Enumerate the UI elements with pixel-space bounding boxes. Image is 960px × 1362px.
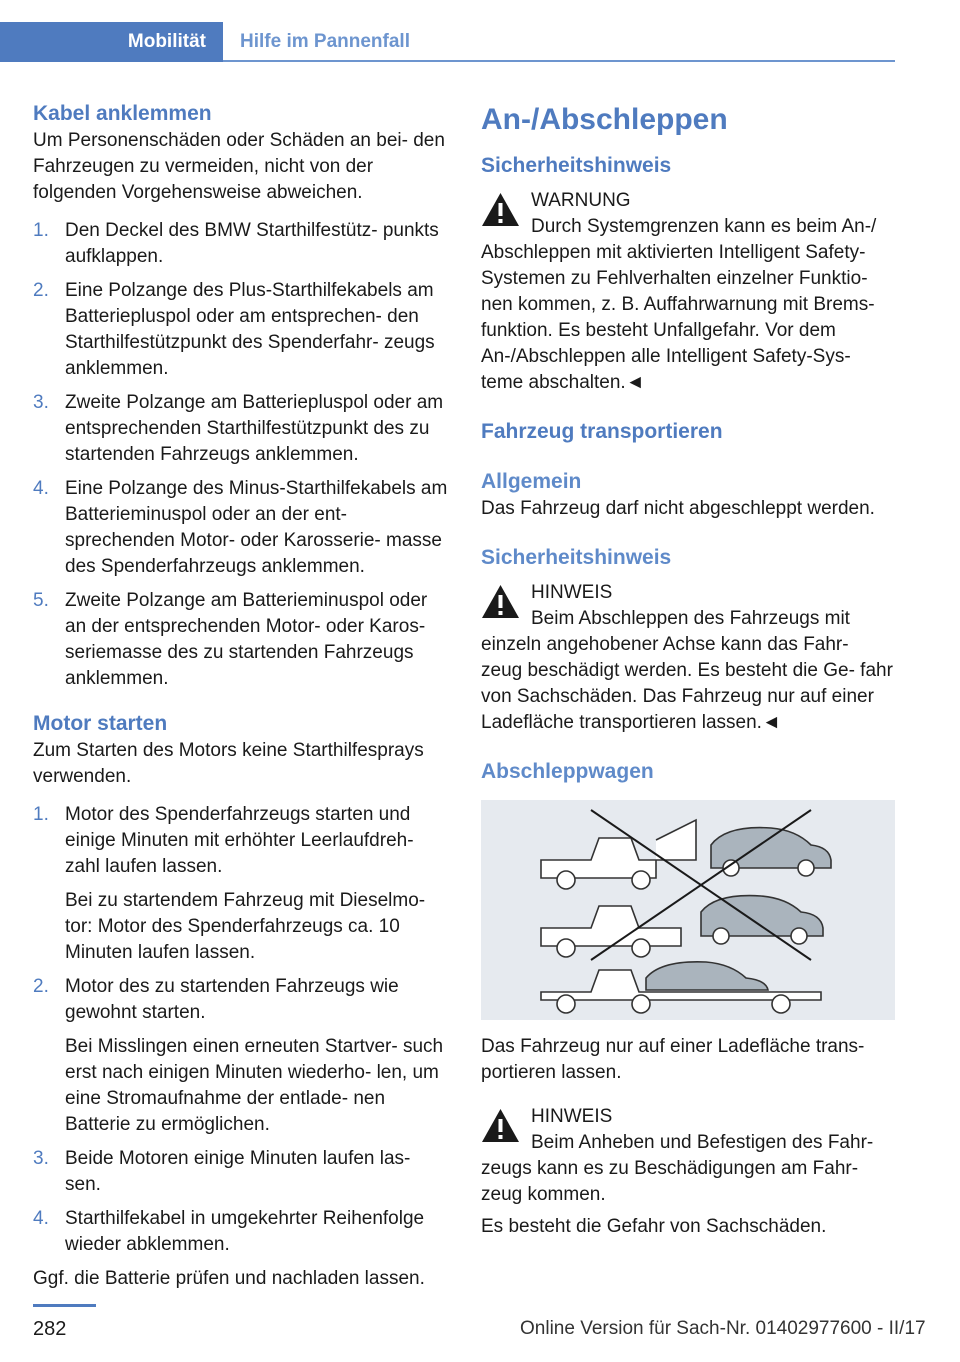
paragraph-final: Ggf. die Batterie prüfen und nachladen lassen. xyxy=(33,1268,425,1289)
towing-illustration xyxy=(481,800,895,1020)
list-item xyxy=(33,1146,448,1198)
steps-kabel xyxy=(33,218,448,692)
step-subtext: Bei Misslingen einen erneuten Startver- such erst nach einigen Minuten wiederho- len, um eine Stromaufnahme der entlade- nen Batterie zu ermöglichen. xyxy=(65,1036,444,1135)
left-column xyxy=(33,100,448,1292)
step-number: 2. xyxy=(33,280,49,301)
notice-label: HINWEIS xyxy=(531,1106,613,1127)
online-version-note: Online Version für Sach-Nr. 01402977600 - II/17 xyxy=(520,1318,926,1339)
step-text: Eine Polzange des Minus-Starthilfekabels am Batterieminuspol oder an der ent- sprechenden Motor- oder Karosserie- masse des Spenderfahrzeugs anklemmen. xyxy=(65,478,448,577)
step-number: 1. xyxy=(33,220,49,241)
heading-fahrzeug-transportieren: Fahrzeug transportieren xyxy=(481,420,723,443)
heading-sicherheitshinweis: Sicherheitshinweis xyxy=(481,154,672,177)
heading-sicherheitshinweis-2: Sicherheitshinweis xyxy=(481,546,672,569)
step-number: 2. xyxy=(33,976,49,997)
step-text: Den Deckel des BMW Starthilfestütz- punkts aufklappen. xyxy=(65,220,439,267)
right-column xyxy=(481,100,895,1240)
notice-block-2 xyxy=(481,1104,895,1208)
notice-text: Beim Anheben und Befestigen des Fahr- zeugs kann es zu Beschädigungen am Fahr- zeug kommen. xyxy=(481,1132,874,1205)
list-item xyxy=(33,390,448,468)
warning-text: Durch Systemgrenzen kann es beim An-/ Abschleppen mit aktivierten Intelligent Safety- Systemen zu Fehlverhalten einzelner Funktio- nen kommen, z. B. Auffahrwarnung mit Brems- funktion. Es besteht Unfallgefahr. Vor dem An-/Abschleppen alle Intelligent Safety-Sys- teme abschalten.◄ xyxy=(481,216,877,393)
paragraph-kabel: Um Personenschäden oder Schäden an bei- den Fahrzeugen zu vermeiden, nicht von der folgenden Vorgehensweise abweichen. xyxy=(33,130,445,203)
header-rule xyxy=(223,60,895,62)
step-text: Zweite Polzange am Batteriepluspol oder am entsprechenden Starthilfestützpunkt des zu startenden Fahrzeugs anklemmen. xyxy=(65,392,444,465)
list-item xyxy=(33,218,448,270)
heading-an-abschleppen: An-/Abschleppen xyxy=(481,103,728,136)
step-text: Starthilfekabel in umgekehrter Reihenfolge wieder abklemmen. xyxy=(65,1208,425,1255)
warning-block xyxy=(481,188,895,396)
list-item xyxy=(33,1206,448,1258)
step-text: Beide Motoren einige Minuten laufen las- sen. xyxy=(65,1148,411,1195)
paragraph-allgemein: Das Fahrzeug darf nicht abgeschleppt werden. xyxy=(481,498,875,519)
warning-icon xyxy=(481,1108,520,1143)
step-subtext: Bei zu startendem Fahrzeug mit Dieselmo- tor: Motor des Spenderfahrzeugs ca. 10 Minuten laufen lassen. xyxy=(65,890,426,963)
step-number: 3. xyxy=(33,1148,49,1169)
header-bar xyxy=(0,0,895,64)
step-text: Eine Polzange des Plus-Starthilfekabels am Batteriepluspol oder am entsprechen- den Starthilfestützpunkt des Spenderfahr- zeugs anklemmen. xyxy=(65,280,435,379)
notice-block xyxy=(481,580,895,736)
list-item xyxy=(33,802,448,966)
tab-hilfe-im-pannenfall[interactable]: Hilfe im Pannenfall xyxy=(240,31,410,52)
tow-trucks-image xyxy=(481,800,895,1020)
footer-rule xyxy=(33,1304,96,1307)
heading-abschleppwagen: Abschleppwagen xyxy=(481,760,654,783)
heading-kabel-anklemmen: Kabel anklemmen xyxy=(33,102,212,125)
step-text: Zweite Polzange am Batterieminuspol oder an der entsprechenden Motor- oder Karos- seriemasse des zu startenden Fahrzeugs anklemmen. xyxy=(65,590,428,689)
notice-text: Beim Abschleppen des Fahrzeugs mit einzeln angehobener Achse kann das Fahr- zeug beschädigt werden. Es besteht die Ge- fahr von Sachschäden. Das Fahrzeug nur auf einer Ladefläche transportieren lassen.◄ xyxy=(481,608,893,733)
step-number: 3. xyxy=(33,392,49,413)
paragraph-after-figure: Das Fahrzeug nur auf einer Ladefläche trans- portieren lassen. xyxy=(481,1036,865,1083)
step-number: 4. xyxy=(33,478,49,499)
paragraph-motor: Zum Starten des Motors keine Starthilfesprays verwenden. xyxy=(33,740,424,787)
tab-mobilitaet[interactable]: Mobilität xyxy=(0,22,223,62)
page-number: 282 xyxy=(33,1318,67,1340)
step-number: 5. xyxy=(33,590,49,611)
paragraph-last: Es besteht die Gefahr von Sachschäden. xyxy=(481,1216,827,1237)
heading-allgemein: Allgemein xyxy=(481,470,582,493)
step-text: Motor des Spenderfahrzeugs starten und einige Minuten mit erhöhter Leerlaufdreh- zahl laufen lassen. xyxy=(65,804,414,877)
steps-motor xyxy=(33,802,448,1258)
list-item xyxy=(33,278,448,382)
list-item xyxy=(33,974,448,1138)
list-item xyxy=(33,476,448,580)
notice-label: HINWEIS xyxy=(531,582,613,603)
list-item xyxy=(33,588,448,692)
step-text: Motor des zu startenden Fahrzeugs wie gewohnt starten. xyxy=(65,976,399,1023)
warning-label: WARNUNG xyxy=(531,190,631,211)
heading-motor-starten: Motor starten xyxy=(33,712,168,735)
warning-icon xyxy=(481,584,520,619)
warning-icon xyxy=(481,192,520,227)
step-number: 4. xyxy=(33,1208,49,1229)
step-number: 1. xyxy=(33,804,49,825)
